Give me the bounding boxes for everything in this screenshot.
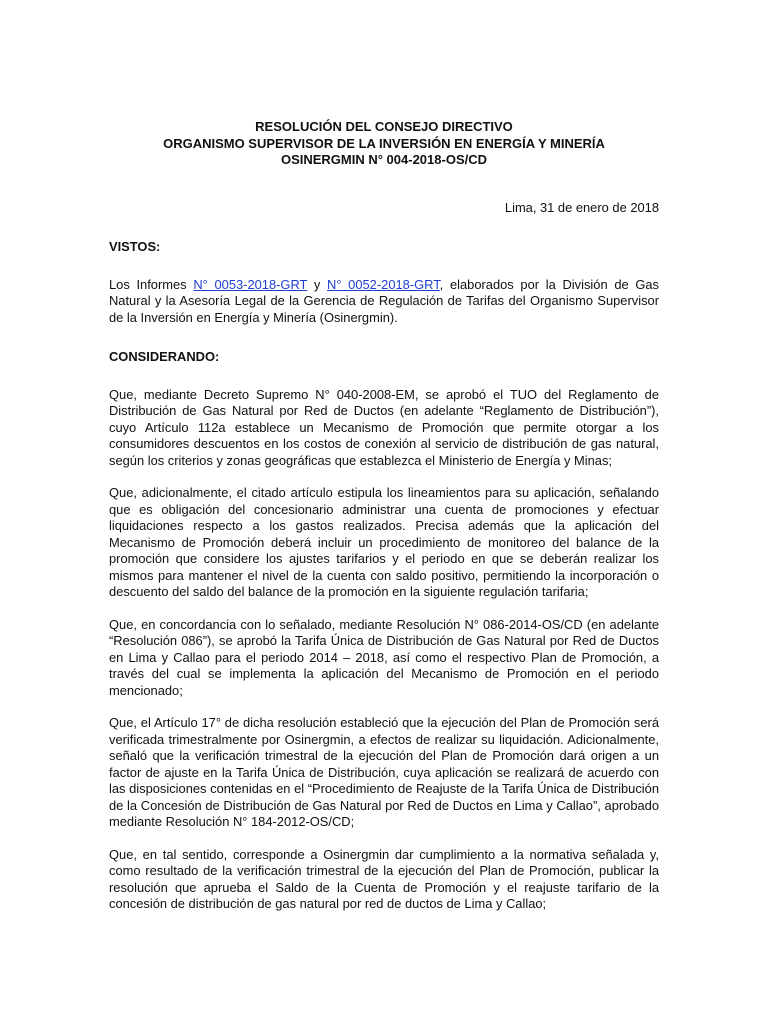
considerando-heading: CONSIDERANDO: bbox=[109, 349, 220, 364]
header-organization: ORGANISMO SUPERVISOR DE LA INVERSIÓN EN ENERGÍA Y MINERÍA bbox=[163, 135, 605, 151]
vistos-prefix: Los Informes bbox=[109, 276, 194, 292]
header-resolution-number: OSINERGMIN N° 004-2018-OS/CD bbox=[280, 152, 488, 167]
informe-0052-link[interactable]: N° 0052-2018-GRT bbox=[327, 276, 440, 292]
considerando-paragraph-4: Que, el Artículo 17° de dicha resolución estableció que la ejecución del Plan de Promoción será verificada trimestralmente por Osinergmin, a efectos de realizar su liquidación. Adicionalmente, señaló que la verificación trimestral de la ejecución del Plan de Promoción dará origen a un factor de ajuste en la Tarifa Única de Distribución, cuya aplicación se realizará de acuerdo con las disposiciones contenidas en el “Procedimiento de Reajuste de la Tarifa Única de Distribución de la Concesión de Distribución de Gas Natural por Red de Ductos en Lima y Callao”, aprobado mediante Resolución N° 184-2012-OS/CD; bbox=[109, 715, 659, 829]
considerando-paragraph-1: Que, mediante Decreto Supremo N° 040-2008-EM, se aprobó el TUO del Reglamento de Distribución de Gas Natural por Red de Ductos (en adelante “Reglamento de Distribución”), cuyo Artículo 112a establece un Mecanismo de Promoción que permite otorgar a los consumidores descuentos en los costos de conexión al servicio de distribución de gas natural, según los criterios y zonas geográficas que establezca el Ministerio de Energía y Minas; bbox=[109, 386, 659, 468]
vistos-heading: VISTOS: bbox=[109, 239, 161, 254]
vistos-suffix: , elaborados por la División de Gas Natural y la Asesoría Legal de la Gerencia de Regulación de Tarifas del Organismo Supervisor de la Inversión en Energía y Minería (Osinergmin). bbox=[109, 276, 659, 325]
considerando-paragraph-5: Que, en tal sentido, corresponde a Osinergmin dar cumplimiento a la normativa señalada y, como resultado de la verificación trimestral de la ejecución del Plan de Promoción, publicar la resolución que aprueba el Saldo de la Cuenta de Promoción y el reajuste tarifario de la concesión de distribución de gas natural por red de ductos de Lima y Callao; bbox=[109, 846, 659, 911]
header-title: RESOLUCIÓN DEL CONSEJO DIRECTIVO bbox=[255, 119, 513, 134]
considerando-paragraph-2: Que, adicionalmente, el citado artículo estipula los lineamientos para su aplicación, señalando que es obligación del concesionario administrar una cuenta de promociones y efectuar liquidaciones respecto a los gastos realizados. Precisa además que la aplicación del Mecanismo de Promoción deberá incluir un procedimiento de monitoreo del balance de la promoción que considere los ajustes tarifarios y el periodo en que se deberán realizar los mismos para mantener el nivel de la cuenta con saldo positivo, permitiendo la incorporación o descuento del saldo del balance de la promoción en la siguiente regulación tarifaria; bbox=[109, 485, 659, 599]
document-date: Lima, 31 de enero de 2018 bbox=[504, 199, 659, 215]
vistos-middle: y bbox=[307, 276, 328, 292]
document-page bbox=[109, 119, 659, 913]
vistos-paragraph bbox=[109, 277, 659, 327]
considerando-paragraph-3: Que, en concordancia con lo señalado, mediante Resolución N° 086-2014-OS/CD (en adelante “Resolución 086”), se aprobó la Tarifa Única de Distribución de Gas Natural por Red de Ductos en Lima y Callao para el periodo 2014 – 2018, así como el respectivo Plan de Promoción, a través del cual se implementa la aplicación del Mecanismo de Promoción en el periodo mencionado; bbox=[109, 616, 659, 698]
resolution-header bbox=[109, 119, 659, 169]
informe-0053-link[interactable]: N° 0053-2018-GRT bbox=[193, 276, 308, 292]
